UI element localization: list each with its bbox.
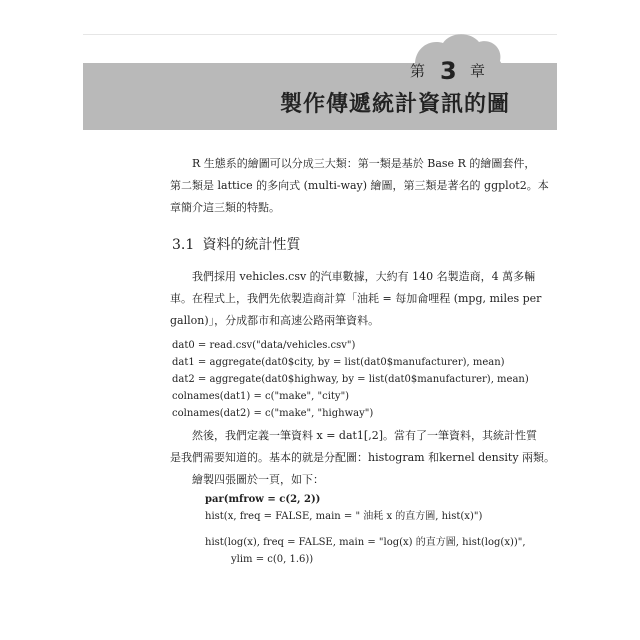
code-line: dat0 = read.csv("data/vehicles.csv")	[172, 340, 356, 351]
code-line: par(mfrow = c(2, 2))	[205, 494, 321, 505]
paragraph-line: 車。在程式上，我們先依製造商計算「油耗 = 每加侖哩程 (mpg, miles per	[170, 292, 542, 305]
chapter-label-right: 章	[470, 62, 486, 80]
code-line: dat1 = aggregate(dat0$city, by = list(dat0$manufacturer), mean)	[172, 357, 505, 368]
chapter-number: 3	[440, 57, 457, 85]
section-number: 3.1	[172, 237, 195, 253]
code-line: dat2 = aggregate(dat0$highway, by = list(dat0$manufacturer), mean)	[172, 374, 529, 385]
code-line: colnames(dat1) = c("make", "city")	[172, 391, 350, 402]
code-line: hist(x, freq = FALSE, main = " 油耗 x 的直方圖, hist(x)")	[205, 511, 483, 522]
paragraph-line: 然後，我們定義一筆資料 x = dat1[,2]。當有了一筆資料，其統計性質	[192, 429, 538, 442]
intro-line: 章簡介這三類的特點。	[170, 201, 280, 214]
code-block-hist	[205, 491, 525, 568]
code-gap	[205, 525, 525, 534]
intro-line: 第二類是 lattice 的多向式 (multi-way) 繪圖，第三類是著名的 ggplot2。本	[170, 179, 549, 192]
intro-line: R 生態系的繪圖可以分成三大類：第一類是基於 Base R 的繪圖套件，	[192, 157, 536, 170]
code-line: ylim = c(0, 1.6))	[231, 554, 314, 565]
distribution-paragraph	[170, 425, 556, 491]
paragraph-line: gallon)」，分成都市和高速公路兩筆資料。	[170, 314, 380, 327]
vehicles-paragraph	[170, 266, 542, 332]
paragraph-line: 是我們需要知道的。基本的就是分配圖：histogram 和kernel density 兩類。	[170, 451, 556, 464]
paragraph-line: 繪製四張圖於一頁，如下：	[192, 473, 324, 486]
intro-paragraph	[170, 153, 549, 219]
paragraph-line: 我們採用 vehicles.csv 的汽車數據，大約有 140 名製造商，4 萬多輛	[192, 270, 536, 283]
section-title: 資料的統計性質	[202, 237, 301, 253]
code-line: colnames(dat2) = c("make", "highway")	[172, 408, 374, 419]
chapter-title: 製作傳遞統計資訊的圖	[279, 92, 510, 117]
chapter-label-left: 第	[410, 62, 426, 80]
section-heading	[172, 234, 300, 254]
code-line: hist(log(x), freq = FALSE, main = "log(x) 的直方圖, hist(log(x))",	[205, 537, 526, 548]
code-block-aggregate	[172, 337, 529, 422]
